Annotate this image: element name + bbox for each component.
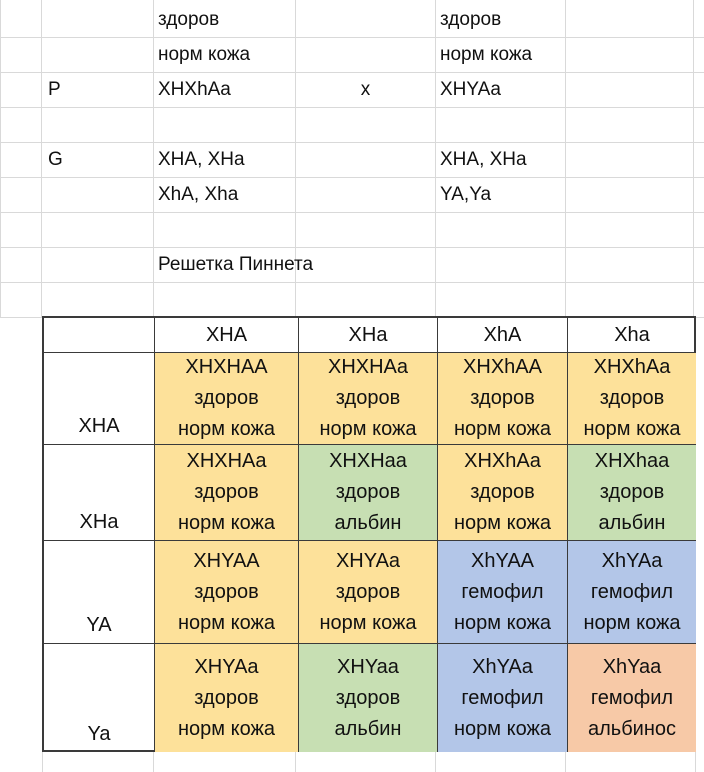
hemophilia-phenotype: гемофил xyxy=(590,580,674,603)
sheet-cell-c[interactable] xyxy=(296,3,436,38)
column-header[interactable]: XHa xyxy=(299,318,438,353)
offspring-cell[interactable] xyxy=(155,541,299,644)
grid-cell[interactable] xyxy=(566,213,694,248)
sheet-cell-c[interactable] xyxy=(296,143,436,178)
genotype-label: XhYAA xyxy=(471,549,534,572)
grid-cell[interactable] xyxy=(566,108,694,143)
skin-phenotype: альбин xyxy=(334,717,402,740)
grid-cell[interactable] xyxy=(0,73,42,108)
offspring-cell[interactable] xyxy=(438,353,568,445)
skin-phenotype: норм кожа xyxy=(454,418,551,440)
genotype-label: XHYaa xyxy=(337,655,399,678)
sheet-cell-a[interactable] xyxy=(42,248,154,283)
offspring-cell[interactable] xyxy=(438,445,568,541)
sheet-cell-b[interactable]: Решетка Пиннета xyxy=(154,248,296,283)
grid-cell[interactable] xyxy=(694,143,704,178)
offspring-cell[interactable] xyxy=(438,541,568,644)
sheet-cell-a[interactable] xyxy=(42,178,154,213)
hemophilia-phenotype: здоров xyxy=(194,580,259,603)
sheet-cell-a[interactable] xyxy=(42,213,154,248)
grid-cell[interactable] xyxy=(694,108,704,143)
sheet-cell-b[interactable]: здоров xyxy=(154,3,296,38)
sheet-cell-d[interactable]: здоров xyxy=(436,3,566,38)
hemophilia-phenotype: здоров xyxy=(335,686,401,709)
grid-cell[interactable] xyxy=(694,73,704,108)
sheet-cell-a[interactable] xyxy=(42,38,154,73)
grid-cell[interactable] xyxy=(694,3,704,38)
grid-cell[interactable] xyxy=(694,178,704,213)
grid-cell[interactable] xyxy=(0,3,42,38)
skin-phenotype: норм кожа xyxy=(454,611,551,634)
row-header[interactable]: XHa xyxy=(44,445,155,541)
hemophilia-phenotype: здоров xyxy=(194,481,259,503)
sheet-cell-d[interactable]: XHA, XHa xyxy=(436,143,566,178)
offspring-cell[interactable] xyxy=(438,644,568,752)
genotype-label: XHYAA xyxy=(193,549,260,572)
grid-cell[interactable] xyxy=(694,213,704,248)
sheet-cell-d[interactable]: XHYAa xyxy=(436,73,566,108)
skin-phenotype: норм кожа xyxy=(583,418,681,440)
genotype-label: XHXHaa xyxy=(329,450,407,472)
genotype-label: XHXHAa xyxy=(327,356,409,378)
grid-cell[interactable] xyxy=(694,283,704,318)
sheet-cell-c[interactable]: x xyxy=(296,73,436,108)
grid-cell[interactable] xyxy=(566,73,694,108)
hemophilia-phenotype: здоров xyxy=(335,481,401,503)
sheet-cell-b[interactable]: XHA, XHa xyxy=(154,143,296,178)
offspring-cell[interactable] xyxy=(299,353,438,445)
hemophilia-phenotype: гемофил xyxy=(590,686,674,709)
offspring-cell[interactable] xyxy=(155,644,299,752)
genotype-label: XHYAa xyxy=(194,655,259,678)
sheet-cell-b[interactable] xyxy=(154,213,296,248)
sheet-cell-d[interactable] xyxy=(436,248,566,283)
sheet-cell-c[interactable] xyxy=(296,213,436,248)
grid-tail xyxy=(42,752,697,772)
offspring-cell[interactable] xyxy=(568,353,696,445)
sheet-cell-c[interactable] xyxy=(296,38,436,73)
offspring-cell[interactable] xyxy=(568,541,696,644)
hemophilia-phenotype: гемофил xyxy=(461,686,544,709)
grid-cell[interactable] xyxy=(566,38,694,73)
grid-cell[interactable] xyxy=(566,283,694,318)
punnett-corner-cell[interactable] xyxy=(44,318,155,353)
grid-cell[interactable] xyxy=(566,3,694,38)
grid-cell[interactable] xyxy=(0,38,42,73)
sheet-cell-d[interactable] xyxy=(436,283,566,318)
genotype-label: XHXHAa xyxy=(186,450,267,472)
hemophilia-phenotype: здоров xyxy=(335,387,401,409)
hemophilia-phenotype: гемофил xyxy=(461,580,544,603)
skin-phenotype: альбин xyxy=(334,512,402,534)
skin-phenotype: норм кожа xyxy=(319,611,417,634)
genotype-label: XHXhAA xyxy=(463,356,542,378)
skin-phenotype: норм кожа xyxy=(178,611,275,634)
hemophilia-phenotype: здоров xyxy=(599,387,665,409)
skin-phenotype: альбинос xyxy=(587,717,676,740)
sheet-cell-c[interactable] xyxy=(296,248,436,283)
sheet-cell-a[interactable] xyxy=(42,3,154,38)
grid-cell[interactable] xyxy=(566,178,694,213)
sheet-cell-c[interactable] xyxy=(296,108,436,143)
sheet-cell-c[interactable] xyxy=(296,178,436,213)
sheet-cell-b[interactable]: XhA, Xha xyxy=(154,178,296,213)
hemophilia-phenotype: здоров xyxy=(470,387,535,409)
grid-cell[interactable] xyxy=(566,248,694,283)
genotype-label: XHXhAa xyxy=(464,450,541,472)
sheet-cell-b[interactable]: норм кожа xyxy=(154,38,296,73)
hemophilia-phenotype: здоров xyxy=(599,481,665,503)
skin-phenotype: норм кожа xyxy=(178,418,275,440)
genotype-label: XHXHAA xyxy=(185,356,268,378)
grid-cell[interactable] xyxy=(694,248,704,283)
sheet-cell-d[interactable] xyxy=(436,108,566,143)
skin-phenotype: норм кожа xyxy=(319,418,417,440)
sheet-cell-a[interactable] xyxy=(42,108,154,143)
genotype-label: XHXhaa xyxy=(594,450,670,472)
column-header[interactable]: XHA xyxy=(155,318,299,353)
skin-phenotype: норм кожа xyxy=(178,512,275,534)
skin-phenotype: альбин xyxy=(598,512,666,534)
sheet-cell-d[interactable] xyxy=(436,213,566,248)
sheet-cell-a[interactable]: P xyxy=(42,73,154,108)
grid-cell[interactable] xyxy=(566,143,694,178)
skin-phenotype: норм кожа xyxy=(454,512,551,534)
grid-cell[interactable] xyxy=(0,248,42,283)
grid-cell[interactable] xyxy=(0,143,42,178)
hemophilia-phenotype: здоров xyxy=(194,387,259,409)
skin-phenotype: норм кожа xyxy=(178,717,275,740)
sheet-cell-b[interactable] xyxy=(154,283,296,318)
grid-cell[interactable] xyxy=(0,178,42,213)
punnett-square xyxy=(42,316,696,752)
sheet-cell-a[interactable]: G xyxy=(42,143,154,178)
hemophilia-phenotype: здоров xyxy=(470,481,535,503)
sheet-cell-d[interactable]: YA,Ya xyxy=(436,178,566,213)
genotype-label: XHXhAa xyxy=(593,356,671,378)
column-header[interactable]: Xha xyxy=(568,318,696,353)
offspring-cell[interactable] xyxy=(155,445,299,541)
offspring-cell[interactable] xyxy=(299,541,438,644)
grid-cell[interactable] xyxy=(0,108,42,143)
offspring-cell[interactable] xyxy=(155,353,299,445)
row-header[interactable]: YA xyxy=(44,541,155,644)
skin-phenotype: норм кожа xyxy=(454,717,551,740)
sheet-cell-c[interactable] xyxy=(296,283,436,318)
grid-cell[interactable] xyxy=(694,38,704,73)
sheet-cell-a[interactable] xyxy=(42,283,154,318)
genotype-label: XhYaa xyxy=(602,655,662,678)
offspring-cell[interactable] xyxy=(568,445,696,541)
column-header[interactable]: XhA xyxy=(438,318,568,353)
grid-cell[interactable] xyxy=(0,213,42,248)
genotype-label: XhYAa xyxy=(472,655,533,678)
sheet-cell-b[interactable] xyxy=(154,108,296,143)
hemophilia-phenotype: здоров xyxy=(194,686,259,709)
grid-cell[interactable] xyxy=(0,283,42,318)
sheet-cell-d[interactable]: норм кожа xyxy=(436,38,566,73)
genotype-label: XhYAa xyxy=(601,549,663,572)
hemophilia-phenotype: здоров xyxy=(335,580,401,603)
offspring-cell[interactable] xyxy=(299,644,438,752)
offspring-cell[interactable] xyxy=(568,644,696,752)
skin-phenotype: норм кожа xyxy=(583,611,681,634)
row-header[interactable]: XHA xyxy=(44,353,155,445)
genotype-label: XHYAa xyxy=(335,549,401,572)
offspring-cell[interactable] xyxy=(299,445,438,541)
row-header[interactable]: Ya xyxy=(44,644,155,752)
sheet-cell-b[interactable]: XHXhAa xyxy=(154,73,296,108)
